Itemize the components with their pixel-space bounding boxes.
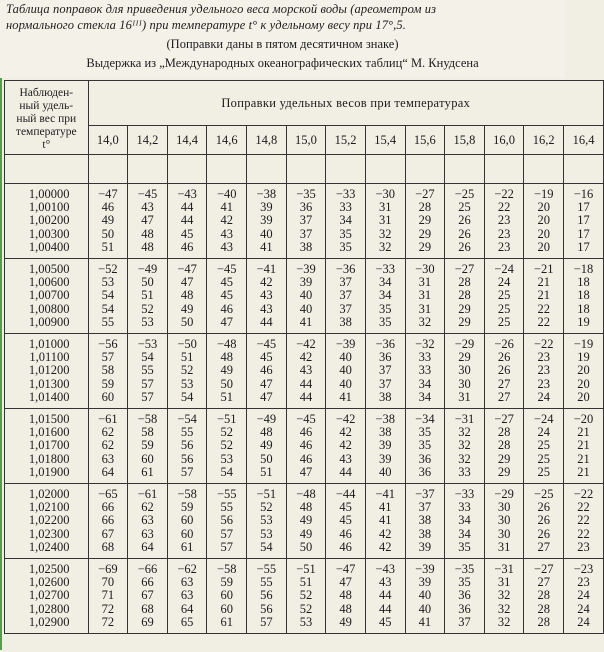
caption-note: (Поправки даны в пятом десятичном знаке) bbox=[166, 37, 399, 51]
correction-cell: −25 25 26 26 26 bbox=[445, 184, 485, 259]
spacer-cell bbox=[326, 155, 366, 184]
correction-cell: −18 18 18 18 19 bbox=[564, 259, 604, 334]
correction-cell: −58 58 59 60 61 bbox=[128, 409, 168, 484]
spacer-cell bbox=[524, 155, 564, 184]
correction-cell: −47 47 48 49 50 bbox=[167, 259, 207, 334]
temperature-header: 16,0 bbox=[484, 126, 524, 155]
spacer-cell bbox=[167, 155, 207, 184]
caption-title-line-1: Таблица поправок для приведения удельного веса морской воды (ареометром из bbox=[6, 2, 437, 16]
correction-cell: −62 63 63 64 65 bbox=[167, 559, 207, 634]
correction-cell: −16 17 17 17 17 bbox=[564, 184, 604, 259]
correction-cell: −39 39 40 40 41 bbox=[405, 559, 445, 634]
specific-gravity-cell: 1,00500 1,00600 1,00700 1,00800 1,00900 bbox=[5, 259, 89, 334]
page-frame bbox=[0, 2, 2, 650]
table-row-group bbox=[5, 334, 604, 409]
correction-cell: −53 54 55 57 57 bbox=[128, 334, 168, 409]
table-row-group bbox=[5, 259, 604, 334]
correction-cell: −33 33 34 35 35 bbox=[326, 184, 366, 259]
row-header bbox=[5, 81, 89, 155]
temperature-header: 15,4 bbox=[365, 126, 405, 155]
correction-cell: −56 57 58 59 60 bbox=[88, 334, 128, 409]
temperature-header-row bbox=[5, 126, 604, 155]
correction-cell: −61 62 63 63 64 bbox=[128, 484, 168, 559]
temperature-header: 16,4 bbox=[564, 126, 604, 155]
table-row-group bbox=[5, 484, 604, 559]
correction-cell: −27 28 28 29 29 bbox=[445, 259, 485, 334]
correction-cell: −43 43 44 44 45 bbox=[365, 559, 405, 634]
correction-cell: −30 31 31 31 32 bbox=[405, 259, 445, 334]
correction-cell: −34 35 35 36 36 bbox=[405, 409, 445, 484]
spacer-cell bbox=[564, 155, 604, 184]
spacer-cell bbox=[405, 155, 445, 184]
correction-cell: −52 53 54 54 55 bbox=[88, 259, 128, 334]
correction-cell: −38 38 39 39 40 bbox=[365, 409, 405, 484]
correction-cell: −42 42 43 44 44 bbox=[286, 334, 326, 409]
correction-cell: −41 42 43 43 44 bbox=[247, 259, 287, 334]
spacer-cell bbox=[484, 155, 524, 184]
corrections-table bbox=[4, 80, 604, 634]
spacer-row bbox=[5, 155, 604, 184]
specific-gravity-cell: 1,02500 1,02600 1,02700 1,02800 1,02900 bbox=[5, 559, 89, 634]
correction-cell: −49 48 49 50 51 bbox=[247, 409, 287, 484]
correction-cell: −45 45 46 47 47 bbox=[247, 334, 287, 409]
temperature-header: 14,0 bbox=[88, 126, 128, 155]
correction-cell: −22 23 23 23 24 bbox=[524, 334, 564, 409]
spacer-cell bbox=[128, 155, 168, 184]
correction-cell: −38 39 39 40 41 bbox=[247, 184, 287, 259]
correction-cell: −23 23 24 24 24 bbox=[564, 559, 604, 634]
correction-cell: −27 28 29 29 29 bbox=[405, 184, 445, 259]
correction-cell: −27 28 28 29 29 bbox=[484, 409, 524, 484]
temperature-header: 15,0 bbox=[286, 126, 326, 155]
correction-cell: −69 70 71 72 72 bbox=[88, 559, 128, 634]
correction-cell: −39 40 40 40 41 bbox=[326, 334, 366, 409]
correction-cell: −36 36 37 37 38 bbox=[365, 334, 405, 409]
correction-cell: −25 26 26 26 27 bbox=[524, 484, 564, 559]
correction-cell: −32 33 33 34 34 bbox=[405, 334, 445, 409]
correction-cell: −30 31 31 32 32 bbox=[365, 184, 405, 259]
correction-cell: −55 55 56 57 57 bbox=[207, 484, 247, 559]
spacer-cell bbox=[88, 155, 128, 184]
correction-cell: −42 42 42 43 44 bbox=[326, 409, 366, 484]
correction-cell: −47 46 49 50 51 bbox=[88, 184, 128, 259]
spacer-cell bbox=[365, 155, 405, 184]
table-caption bbox=[0, 0, 565, 78]
temperature-header: 14,6 bbox=[207, 126, 247, 155]
correction-cell: −45 46 46 46 47 bbox=[286, 409, 326, 484]
correction-cell: −37 37 38 38 39 bbox=[405, 484, 445, 559]
correction-cell: −51 51 52 52 53 bbox=[286, 559, 326, 634]
correction-cell: −33 34 34 35 35 bbox=[365, 259, 405, 334]
spacer-cell bbox=[286, 155, 326, 184]
correction-cell: −51 52 52 53 54 bbox=[207, 409, 247, 484]
correction-cell: −48 48 49 50 51 bbox=[207, 334, 247, 409]
spacer-cell bbox=[207, 155, 247, 184]
spacer-cell bbox=[247, 155, 287, 184]
correction-cell: −20 21 21 21 21 bbox=[564, 409, 604, 484]
correction-cell: −26 26 26 27 27 bbox=[484, 334, 524, 409]
correction-cell: −19 19 20 20 20 bbox=[564, 334, 604, 409]
temperature-header: 16,2 bbox=[524, 126, 564, 155]
correction-cell: −36 37 37 37 38 bbox=[326, 259, 366, 334]
temperature-header: 15,8 bbox=[445, 126, 485, 155]
spacer-cell bbox=[5, 155, 89, 184]
correction-cell: −43 44 44 45 46 bbox=[167, 184, 207, 259]
correction-cell: −48 48 49 49 50 bbox=[286, 484, 326, 559]
correction-cell: −49 50 51 52 53 bbox=[128, 259, 168, 334]
correction-cell: −35 35 36 36 37 bbox=[445, 559, 485, 634]
correction-cell: −47 47 48 48 49 bbox=[326, 559, 366, 634]
correction-cell: −41 41 41 42 42 bbox=[365, 484, 405, 559]
temperature-header: 14,8 bbox=[247, 126, 287, 155]
correction-cell: −31 32 32 32 33 bbox=[445, 409, 485, 484]
specific-gravity-cell: 1,01000 1,01100 1,01200 1,01300 1,01400 bbox=[5, 334, 89, 409]
correction-cell: −24 24 25 25 25 bbox=[484, 259, 524, 334]
temperature-header: 15,6 bbox=[405, 126, 445, 155]
correction-cell: −22 22 23 23 23 bbox=[484, 184, 524, 259]
temperature-header: 14,2 bbox=[128, 126, 168, 155]
specific-gravity-cell: 1,00000 1,00100 1,00200 1,00300 1,00400 bbox=[5, 184, 89, 259]
correction-cell: −44 45 45 46 46 bbox=[326, 484, 366, 559]
row-header-text: Наблюден- ный удель- ный вес при температуре t° bbox=[15, 87, 77, 151]
correction-cell: −40 41 42 43 43 bbox=[207, 184, 247, 259]
correction-cell: −61 62 62 63 64 bbox=[88, 409, 128, 484]
correction-cell: −27 27 28 28 28 bbox=[524, 559, 564, 634]
correction-cell: −19 20 20 20 20 bbox=[524, 184, 564, 259]
correction-cell: −31 31 32 32 32 bbox=[484, 559, 524, 634]
table-row-group bbox=[5, 559, 604, 634]
spacer-cell bbox=[445, 155, 485, 184]
correction-cell: −24 24 25 25 25 bbox=[524, 409, 564, 484]
correction-cell: −58 59 60 60 61 bbox=[207, 559, 247, 634]
table-row-group bbox=[5, 409, 604, 484]
correction-cell: −35 36 37 37 38 bbox=[286, 184, 326, 259]
correction-cell: −66 66 67 68 69 bbox=[128, 559, 168, 634]
correction-cell: −58 59 60 60 61 bbox=[167, 484, 207, 559]
correction-cell: −54 55 56 56 57 bbox=[167, 409, 207, 484]
correction-cell: −39 39 40 40 41 bbox=[286, 259, 326, 334]
specific-gravity-cell: 1,01500 1,01600 1,01700 1,01800 1,01900 bbox=[5, 409, 89, 484]
caption-source: Выдержка из „Международных океанографических таблиц“ М. Кнудсена bbox=[86, 56, 479, 70]
correction-cell: −55 55 56 56 57 bbox=[247, 559, 287, 634]
table-row-group bbox=[5, 184, 604, 259]
correction-cell: −33 33 34 34 35 bbox=[445, 484, 485, 559]
correction-cell: −50 51 52 53 54 bbox=[167, 334, 207, 409]
temperature-header: 15,2 bbox=[326, 126, 366, 155]
correction-cell: −29 29 30 30 31 bbox=[445, 334, 485, 409]
correction-cell: −29 30 30 30 31 bbox=[484, 484, 524, 559]
correction-cell: −21 21 21 22 22 bbox=[524, 259, 564, 334]
specific-gravity-cell: 1,02000 1,02100 1,02200 1,02300 1,02400 bbox=[5, 484, 89, 559]
column-group-header: Поправки удельных весов при температурах bbox=[88, 81, 603, 126]
correction-cell: −51 52 53 53 54 bbox=[247, 484, 287, 559]
correction-cell: −45 43 47 48 48 bbox=[128, 184, 168, 259]
table-body bbox=[5, 155, 604, 634]
temperature-header: 14,4 bbox=[167, 126, 207, 155]
caption-title-line-2: нормального стекла 16ᴵᴵᴵ) при температуре t° к удельному весу при 17°,5. bbox=[6, 18, 406, 32]
correction-cell: −22 22 22 22 23 bbox=[564, 484, 604, 559]
correction-cell: −65 66 66 67 68 bbox=[88, 484, 128, 559]
correction-cell: −45 45 45 46 47 bbox=[207, 259, 247, 334]
